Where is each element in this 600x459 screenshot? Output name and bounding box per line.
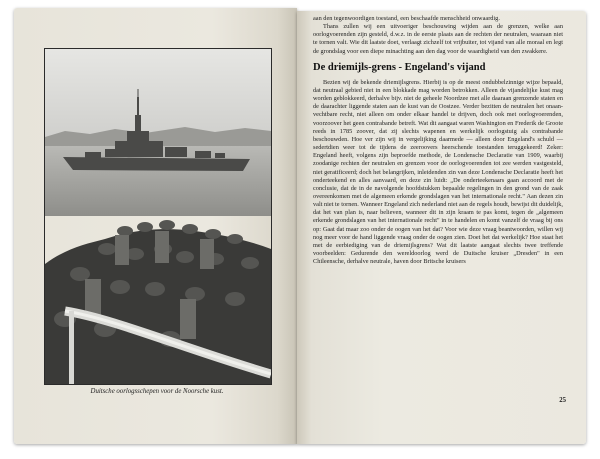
intro-paragraph-1: aan den tegenwoordigen toestand, een beschaafde menschheid onwaardig. [313, 15, 500, 22]
open-booklet [14, 8, 588, 448]
text-column [313, 15, 563, 266]
page-number: 25 [559, 397, 566, 404]
section-heading: De driemijls-grens - Engeland's vijand [313, 61, 486, 73]
body-paragraph: Bezien wij de bekende driemijlsgrens. Hierbij is op de meest ondubbelzinnige wijze bepaald, dat neutraal gebied niet in een blokkade mag worden betrokken. Alleen de vijandelijke kust mag worden geblokkeerd, derhalve bijv. niet de geheele Noordzee met alle daaraan grenzende staten en de daarachter liggende staten aan de kust van de Oostzee. Verder bezitten de neutralen het onaan-vechtbare recht, niet alleen om onder elkaar handel te drijven, doch ook met oorlogvoerenden, voorzoover het geen contrabande betreft. Wat dit aangaat waren Washington en Frederik de Groote reeds in 1785 zoover, dat zij slechts wapenen en werkelijk oorlogstuig als contrabande beschouwden. Hoe ver zijn wij in vergelijking daarmede — alleen door Engeland's schuld — sedertdien weer tot de tijdens de zeeroovers heerschende toestanden teruggekeerd! Zeker: Engeland heeft, volgens zijn beproefde methode, de Londensche Declaratie van 1909, waarbij zoodanige rechten der neutralen en grenzen voor de oorlogvoerenden tot zee werden vastgesteld, niet geratificeerd; doch het belangrijken, inleidenden zin van deze Londensche Declaratie heeft het onderteekend en alles aanvaard, en deze zin luidt: „De onderteekenaars gaan accoord met de conclusie, dat de in de navolgende hoofdstukken bepaalde regelingen in den grond van de zaak overeenkomen met de algemeen erkende grondslagen van het internationale recht." Aan dezen zin valt niet te tornen. Wanneer Engeland zich nederland niet aan de regels houdt, bewijst dit duidelijk, dat het van plan is, naar believen, wanneer dit in zijn kraam te pas komt, tegen de „algemeen erkende grondslagen van het internationale recht" in te handelen en komt vanzelf de vraag bij ons op: Gaat dat maar zoo onder de oogen van het dat? Voor wie deze vraag beantwoorden, willen wij nog meer voor de hand liggende vraag onder de oogen zien. Doet het dat werkelijk? Hoe staat het met de eerbiediging van de driemijlsgrens? Wat dit laatste aangaat slechts twee treffende voorbeelden: Gedurende den wereldoorlog werd de Duitsche kruiser „Dresden" in een Chileensche, derhalve neutrale, haven door Britsche kruisers [313, 78, 563, 266]
right-page [297, 11, 586, 444]
intro-paragraph-2: Thans zullen wij een uitvoeriger beschouwing wijden aan de grenzen, welke aan oorlogvoerenden zijn gesteld, d.w.z. in de eerste plaats aan de rechten der neutralen, waaraan niet te tornen valt. Wie dit laatste doet, verlaagt zichzelf tot vrijbuiter, tot vijand van alle moraal en legt de grondslag voor een diepe minachting aan den dag voor de waardigheid van den zwakkere. [313, 23, 563, 55]
left-page [14, 8, 297, 444]
warship-photo [44, 48, 272, 385]
photo-caption: Duitsche oorlogsschepen voor de Noorsche kust. [90, 388, 224, 395]
